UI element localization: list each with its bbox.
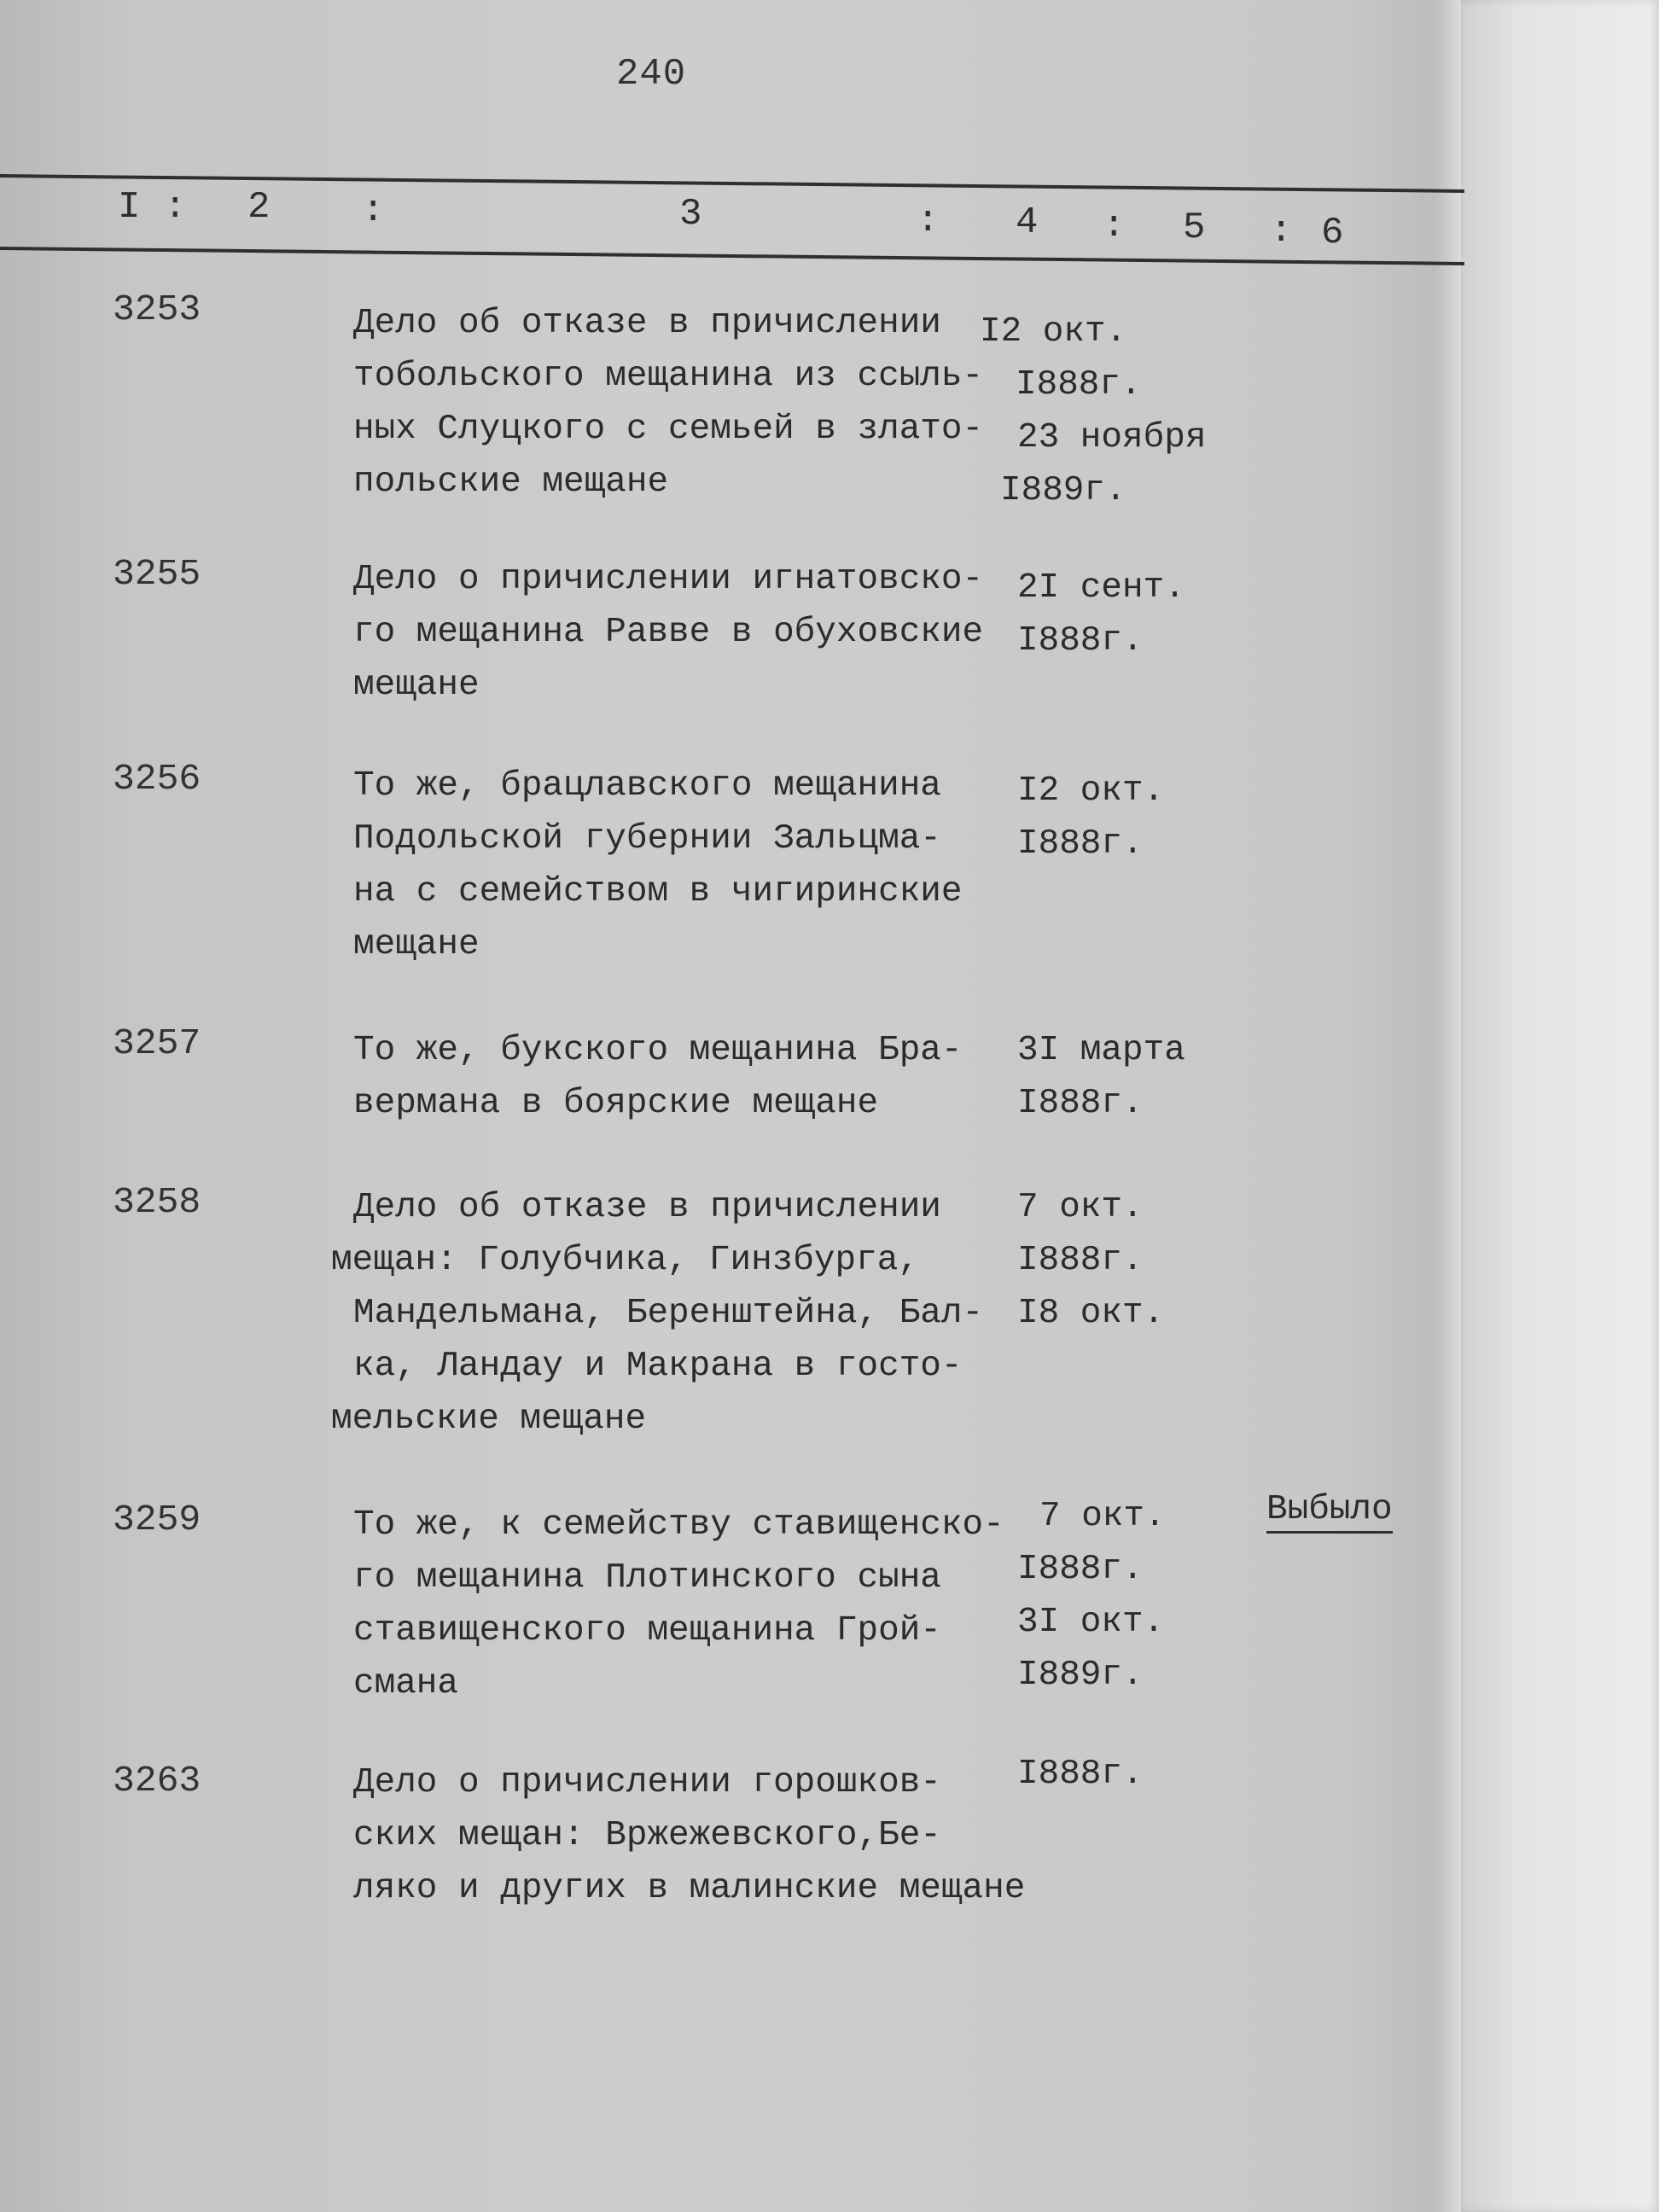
date-line: I889г. xyxy=(1017,1656,1144,1695)
description-line: польские мещане xyxy=(353,463,669,502)
description-line: тобольского мещанина из ссыль- xyxy=(353,357,984,396)
entry-number: 3259 xyxy=(113,1499,201,1540)
description-line: мещане xyxy=(353,925,480,964)
date-line: I888г. xyxy=(1016,365,1142,405)
description-line: ских мещан: Вржежевского,Бе- xyxy=(353,1816,941,1855)
description-line: Мандельмана, Беренштейна, Бал- xyxy=(353,1294,984,1333)
description-line: вермана в боярские мещане xyxy=(353,1084,879,1123)
entry-number: 3257 xyxy=(113,1022,201,1064)
page-number: 240 xyxy=(616,53,687,96)
entry-description xyxy=(353,297,1053,509)
column-separator: : xyxy=(362,189,385,232)
column-separator: : xyxy=(1270,210,1293,253)
column-separator: : xyxy=(164,186,187,229)
entry-description xyxy=(331,1181,1053,1446)
description-line: ка, Ландау и Макрана в госто- xyxy=(353,1347,963,1386)
description-line: смана xyxy=(353,1664,459,1703)
entry-dates xyxy=(980,306,1206,517)
description-line: Дело о причислении горошков- xyxy=(353,1763,941,1802)
date-line: I888г. xyxy=(1017,1241,1144,1280)
entry-description xyxy=(353,553,1053,712)
entry-number: 3256 xyxy=(113,758,201,800)
entry-dates xyxy=(1017,765,1164,870)
column-header-4: 4 xyxy=(1016,201,1039,244)
entry-number: 3255 xyxy=(113,553,201,595)
description-line: мещан: Голубчика, Гинзбурга, xyxy=(331,1241,919,1280)
description-line: го мещанина Равве в обуховские xyxy=(353,613,984,652)
description-line: ляко и других в малинские мещане xyxy=(353,1869,1026,1908)
status-note: Выбыло xyxy=(1266,1490,1393,1534)
column-header-1: I xyxy=(118,186,141,229)
column-separator: : xyxy=(1103,205,1126,247)
entry-description xyxy=(353,1499,1053,1710)
column-header-3: 3 xyxy=(679,193,702,236)
entry-number: 3258 xyxy=(113,1181,201,1223)
description-line: То же, брацлавского мещанина xyxy=(353,766,941,806)
description-line: го мещанина Плотинского сына xyxy=(353,1558,941,1598)
column-header-5: 5 xyxy=(1183,207,1206,249)
entry-dates xyxy=(1017,1024,1185,1130)
entry-dates xyxy=(1017,562,1185,667)
column-header-6: 6 xyxy=(1321,212,1344,254)
date-line: I888г. xyxy=(1017,1550,1144,1589)
description-line: мещане xyxy=(353,666,480,705)
description-line: То же, букского мещанина Бра- xyxy=(353,1031,963,1070)
description-line: мельские мещане xyxy=(331,1400,647,1439)
date-line: 2I сент. xyxy=(1017,568,1185,608)
header-top-rule xyxy=(0,174,1464,193)
description-line: Дело об отказе в причислении xyxy=(353,1188,941,1227)
description-line: Подольской губернии Зальцма- xyxy=(353,819,941,859)
date-line: I888г. xyxy=(1017,1755,1144,1794)
page-edge-shadow xyxy=(1461,0,1659,2212)
column-header-2: 2 xyxy=(247,186,271,229)
date-line: 3I марта xyxy=(1017,1031,1185,1070)
description-line: ных Слуцкого с семьей в злато- xyxy=(353,410,984,449)
date-line: I889г. xyxy=(1000,471,1126,510)
entry-number: 3253 xyxy=(113,288,201,330)
date-line: I888г. xyxy=(1017,1084,1144,1123)
description-line: ставищенского мещанина Грой- xyxy=(353,1611,941,1650)
date-line: I2 окт. xyxy=(980,312,1127,352)
entry-dates xyxy=(1017,1181,1164,1340)
description-line: Дело об отказе в причислении xyxy=(353,304,941,343)
date-line: I2 окт. xyxy=(1017,771,1165,811)
entry-number: 3263 xyxy=(113,1760,201,1802)
entry-dates xyxy=(1017,1490,1166,1702)
date-line: 7 окт. xyxy=(1017,1188,1144,1227)
date-line: 23 ноября xyxy=(1017,418,1207,457)
date-line: I888г. xyxy=(1017,824,1144,864)
date-line: I888г. xyxy=(1017,621,1144,661)
entry-description xyxy=(353,1756,1053,1915)
description-line: на с семейством в чигиринские xyxy=(353,872,963,911)
entry-description xyxy=(353,1024,1053,1130)
entry-description xyxy=(353,760,1053,971)
header-bottom-rule xyxy=(0,247,1464,265)
column-separator: : xyxy=(917,200,940,242)
date-line: 3I окт. xyxy=(1017,1603,1165,1642)
description-line: То же, к семейству ставищенско- xyxy=(353,1505,1004,1545)
date-line: 7 окт. xyxy=(1039,1497,1166,1536)
entry-dates xyxy=(1017,1748,1144,1801)
date-line: I8 окт. xyxy=(1017,1294,1165,1333)
description-line: Дело о причислении игнатовско- xyxy=(353,560,984,599)
